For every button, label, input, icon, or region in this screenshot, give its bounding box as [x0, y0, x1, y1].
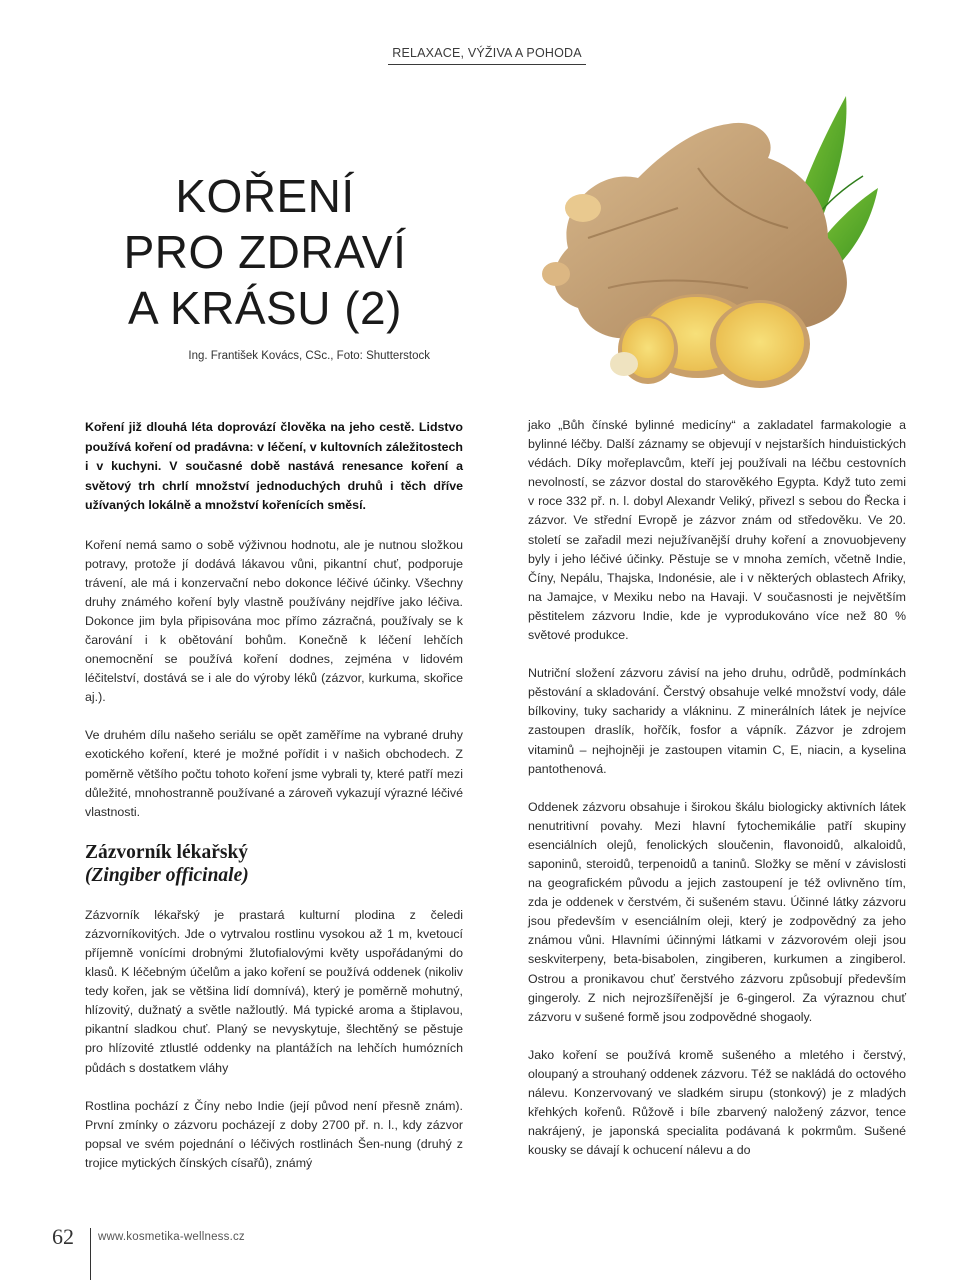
title-line-1: KOŘENÍ: [175, 170, 355, 222]
footer-url: www.kosmetika-wellness.cz: [98, 1231, 245, 1243]
body-paragraph: Oddenek zázvoru obsahuje i širokou škálu biologicky aktivních látek nenutritivní povahy. Mezi hlavní fytochemikálie patří skupiny esenciálních olejů, fenolických sloučenin, flavonoidů, alkaloidů, saponinů, steroidů, terpenoidů a taninů. Složky se mění v závislosti na geografickém původu a jejich zastoupení je též ovlivněno tím, zda je oddenek v čerstvém, či sušeném stavu. Účinné látky zázvoru jsou především v esenciálním oleji, který je zodpovědný za jeho známou vůni. Hlavními účinnými látkami v zázvorovém oleji jsou seskviterpeny, beta-bisabolen, zingiberen, kurkumen a zingiberol. Ostrou a pronikavou chuť čerstvého zázvoru způsobují především gingeroly. Z nich nejrozšířenější je 6-gingerol. Za výraznou chuť zázvoru v sušené formě jsou zodpovědné shogaoly.: [528, 799, 906, 1024]
right-column: [528, 416, 906, 1179]
body-paragraph: Koření nemá samo o sobě výživnou hodnotu, ale je nutnou složkou potravy, protože jí dodává lákavou vůni, pikantní chuť, podporuje trávení, ale má i konzervační nebo dokonce léčivé účinky. Všechny druhy známého koření byly vlastně používány nejdříve jako léčiva. Dokonce jim byla připisována moc přímo zázračná, používaly se k čarování i k obětování bohům. Konečně k léčení lehčích onemocnění se používá koření dodnes, zejména v lidovém léčitelství, dostává se i ale do výroby léků (zázvor, kurkuma, skořice aj.).: [85, 537, 463, 705]
title-line-2: PRO ZDRAVÍ: [123, 226, 407, 278]
footer-divider: [90, 1228, 91, 1280]
byline: Ing. František Kovács, CSc., Foto: Shutterstock: [188, 350, 430, 362]
ginger-root-photo: [528, 88, 880, 400]
section-label: RELAXACE, VÝŽIVA A POHODA: [388, 46, 586, 65]
lead-paragraph: Koření již dlouhá léta doprovází člověka na jeho cestě. Lidstvo používá koření od pradávna: v léčení, v kultovních záležitostech i v kuchyni. V současné době nastává renesance koření a světový trh chrlí množství jednoduchých druhů i těch dříve užívaných lokálně a množství kořenících směsí.: [85, 420, 463, 512]
subheading-name: Zázvorník lékařský: [85, 841, 249, 863]
left-column: [85, 418, 463, 1192]
body-paragraph: Zázvorník lékařský je prastará kulturní plodina z čeledi zázvorníkovitých. Jde o vytrvalou rostlinu vysokou až 1 m, kvetoucí příjemně vonícími drobnými žlutofialovými květy uspořádanými do klasů. K léčebným účelům a jako koření se používá oddenek (nikoliv tedy kořen, jak se většina lidí domnívá), který je poměrně mohutný, hlízovitý, dužnatý a světle nažloutlý. Má typické aroma a štiplavou, pikantní sladkou chuť. Planý se nevyskytuje, šlechtěný se pěstuje pro hlízovité ztlustlé oddenky na plantážích na lehčích humózních půdách s dostatkem vláhy: [85, 907, 463, 1075]
body-paragraph: Nutriční složení zázvoru závisí na jeho druhu, odrůdě, podmínkách pěstování a skladování. Čerstvý obsahuje velké množství vody, dále bílkoviny, tuky sacharidy a vlákninu. Z minerálních látek je nejvíce zastoupen draslík, hořčík, fosfor a vápník. Zázvor je zdrojem vitaminů – nejhojněji je zastoupen vitamin C, E, niacin, a kyselina pantothenová.: [528, 666, 906, 776]
body-paragraph: Jako koření se používá kromě sušeného a mletého i čerstvý, oloupaný a strouhaný oddenek zázvoru. Též se nakládá do octového nálevu. Konzervovaný ve sladkém sirupu (stonkový) je z mladých křehkých kořenů. Růžově i bíle zbarvený naložený zázvor, tence nakrájený, je japonská specialita podávaná k pokrmům. Sušené kousky se dávají k ochucení nálevu a do: [528, 1047, 906, 1158]
title-line-3: A KRÁSU (2): [128, 282, 402, 334]
page-number: 62: [52, 1224, 74, 1249]
article-title: [100, 168, 430, 336]
body-paragraph: Ve druhém dílu našeho seriálu se opět zaměříme na vybrané druhy exotického koření, které je možné pořídit i v našich obchodech. Z poměrně většího počtu tohoto koření jsme vybrali ty, které patří mezi důležité, mnohostranně používané a zároveň vykazují výrazné léčivé vlastnosti.: [85, 728, 463, 819]
body-paragraph: jako „Bůh čínské bylinné medicíny“ a zakladatel farmakologie a bylinné léčby. Další záznamy se objevují v nejstarších hinduistických védách. Díky mořeplavcům, kteří jej používali na léčbu cestovních nevolností, se zázvor dostal do starověkého Egypta. Když tuto zemi v roce 332 př. n. l. dobyl Alexandr Veliký, přivezl s sebou do Řecka i zázvor. Ve střední Evropě je zázvor znám od středověku. Ve 20. století se zařadil mezi nejužívanější druhy koření a znovuobjeveny byly i jeho léčivé účinky. Pěstuje se v mnoha zemích, včetně Indie, Číny, Nepálu, Thajska, Indonésie, ale i v některých oblastech Afriky, na Jamajce, v Mexiku nebo na Havaji. V současnosti je největším pěstitelem zázvoru Indie, kde je vyprodukováno více než 80 % světové produkce.: [528, 418, 906, 643]
subheading-latin: (Zingiber officinale): [85, 864, 249, 886]
subheading-ginger: [85, 841, 463, 887]
body-paragraph: Rostlina pochází z Číny nebo Indie (její původ není přesně znám). První zmínky o zázvoru pocházejí z doby 2700 př. n. l., kdy zázvor popsal ve svém pojednání o léčivých rostlinách Šen-nung (druhý z trojice mytických čínských císařů), známý: [85, 1098, 463, 1170]
